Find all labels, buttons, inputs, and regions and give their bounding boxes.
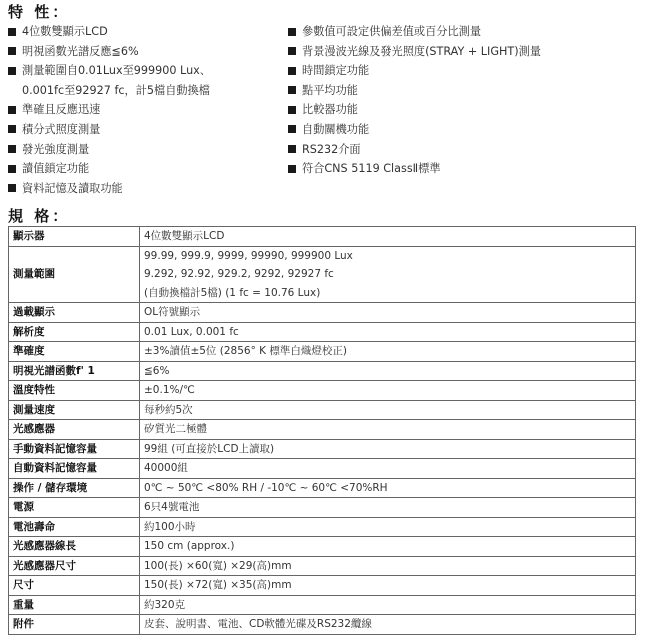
spec-value-line: 每秒約5次 (144, 403, 193, 416)
square-bullet-icon (288, 145, 296, 153)
spec-row (9, 361, 636, 381)
spec-value-line: 皮套、說明書、電池、CD軟體光碟及RS232纜線 (144, 618, 372, 630)
feature-item (288, 140, 638, 160)
feature-text: 點平均功能 (302, 83, 358, 97)
spec-value (140, 439, 636, 459)
feature-text: 符合CNS 5119 ClassⅡ標準 (302, 162, 441, 176)
spec-label: 溫度特性 (9, 381, 140, 401)
spec-value (140, 246, 636, 303)
spec-label: 測量速度 (9, 400, 140, 420)
spec-row (9, 576, 636, 596)
spec-value (140, 361, 636, 381)
spec-label: 顯示器 (9, 227, 140, 247)
feature-text: 資料記憶及讀取功能 (22, 181, 123, 195)
spec-value (140, 576, 636, 596)
square-bullet-icon (8, 125, 16, 133)
spec-value-line: 約100小時 (144, 520, 196, 533)
feature-text: 背景漫波光線及發光照度(STRAY + LIGHT)測量 (302, 44, 541, 58)
feature-text: 4位數雙顯示LCD (22, 25, 108, 38)
spec-row (9, 342, 636, 362)
spec-label: 準確度 (9, 342, 140, 362)
spec-value (140, 381, 636, 401)
specifications-table (8, 226, 636, 635)
feature-item (288, 81, 638, 101)
spec-label: 測量範圍 (9, 246, 140, 303)
feature-text: 0.001fc至92927 fc，計5檔自動換檔 (22, 83, 210, 97)
spec-value (140, 227, 636, 247)
spec-row (9, 400, 636, 420)
feature-text: 參數值可設定供偏差值或百分比測量 (302, 25, 482, 38)
square-bullet-icon (288, 28, 296, 36)
feature-item (288, 100, 638, 120)
feature-text: 比較器功能 (302, 103, 358, 117)
spec-value (140, 303, 636, 323)
spec-row (9, 478, 636, 498)
spec-row (9, 322, 636, 342)
square-bullet-icon (8, 47, 16, 55)
feature-item (288, 159, 638, 179)
spec-value (140, 517, 636, 537)
spec-label: 光感應器線長 (9, 537, 140, 557)
spec-value-line: 6只4號電池 (144, 501, 200, 513)
spec-row (9, 420, 636, 440)
spec-row (9, 615, 636, 635)
spec-label: 尺寸 (9, 576, 140, 596)
spec-row (9, 595, 636, 615)
feature-item (8, 159, 280, 179)
spec-value-line: 9.292, 92.92, 929.2, 9292, 92927 fc (144, 268, 334, 280)
square-bullet-icon (8, 67, 16, 75)
spec-value (140, 342, 636, 362)
feature-item (8, 140, 280, 160)
spec-label: 電池壽命 (9, 517, 140, 537)
spec-value (140, 537, 636, 557)
spec-value (140, 322, 636, 342)
feature-item (8, 179, 280, 199)
spec-row (9, 227, 636, 247)
spec-label: 明視光譜函數f' 1 (9, 361, 140, 381)
feature-text: RS232介面 (302, 142, 361, 156)
feature-item (8, 61, 280, 81)
spec-label: 光感應器尺寸 (9, 556, 140, 576)
spec-value-line: 4位數雙顯示LCD (144, 230, 225, 242)
spec-value (140, 459, 636, 479)
spec-row (9, 517, 636, 537)
feature-text: 發光強度測量 (22, 142, 90, 156)
feature-text: 積分式照度測量 (22, 122, 101, 136)
square-bullet-icon (8, 28, 16, 36)
spec-value-line: 約320克 (144, 598, 186, 611)
square-bullet-icon (8, 145, 16, 153)
spec-row (9, 303, 636, 323)
spec-label: 手動資料記憶容量 (9, 439, 140, 459)
spec-row (9, 498, 636, 518)
spec-label: 光感應器 (9, 420, 140, 440)
feature-item (288, 42, 638, 62)
feature-text: 讀值鎖定功能 (22, 162, 90, 176)
spec-label: 附件 (9, 615, 140, 635)
spec-value-line: (自動換檔計5檔) (1 fc = 10.76 Lux) (144, 286, 321, 299)
spec-label: 解析度 (9, 322, 140, 342)
feature-item (8, 120, 280, 140)
feature-item (8, 22, 280, 42)
feature-item (8, 42, 280, 62)
spec-value-line: ±0.1%/℃ (144, 384, 195, 396)
spec-value (140, 478, 636, 498)
feature-item (8, 81, 280, 101)
feature-item (288, 22, 638, 42)
spec-value (140, 498, 636, 518)
spec-row (9, 556, 636, 576)
spec-value-line: 0℃ ~ 50℃ <80% RH / -10℃ ~ 60℃ <70%RH (144, 481, 388, 494)
spec-value-line: 0.01 Lux, 0.001 fc (144, 325, 239, 338)
spec-row (9, 439, 636, 459)
features-heading: 特 性： (8, 3, 71, 21)
spec-value-line: ≦6% (144, 364, 170, 377)
spec-label: 重量 (9, 595, 140, 615)
spec-value-line: 150 cm (approx.) (144, 540, 235, 552)
feature-item (288, 120, 638, 140)
specs-heading: 規 格： (8, 207, 71, 225)
square-bullet-icon (288, 165, 296, 173)
spec-label: 自動資料記憶容量 (9, 459, 140, 479)
feature-text: 準確且反應迅速 (22, 103, 101, 117)
feature-text: 明視函數光譜反應≦6% (22, 44, 139, 58)
spec-row (9, 537, 636, 557)
square-bullet-icon (288, 86, 296, 94)
spec-value (140, 615, 636, 635)
square-bullet-icon (8, 184, 16, 192)
spec-value-line: 99.99, 999.9, 9999, 99990, 999900 Lux (144, 249, 353, 262)
spec-value-line: ±3%讀值±5位 (2856° K 標準白熾燈校正) (144, 345, 347, 357)
spec-value-line: 99組 (可直接於LCD上讀取) (144, 442, 275, 455)
feature-item (8, 100, 280, 120)
feature-text: 測量範圍自0.01Lux至999900 Lux、 (22, 64, 211, 78)
feature-item (288, 61, 638, 81)
spec-label: 電源 (9, 498, 140, 518)
square-bullet-icon (8, 165, 16, 173)
spec-value-line: 矽質光二極體 (144, 423, 207, 435)
spec-label: 操作 / 儲存環境 (9, 478, 140, 498)
spec-value-line: 100(長) ×60(寬) ×29(高)mm (144, 559, 292, 572)
square-bullet-icon (288, 106, 296, 114)
square-bullet-icon (8, 106, 16, 114)
features-right-column (288, 22, 638, 179)
feature-text: 時間鎖定功能 (302, 64, 370, 78)
feature-text: 自動關機功能 (302, 122, 370, 136)
square-bullet-icon (288, 67, 296, 75)
spec-value (140, 400, 636, 420)
spec-value-line: OL符號顯示 (144, 306, 201, 318)
features-left-column (8, 22, 280, 198)
spec-value (140, 556, 636, 576)
spec-value-line: 150(長) ×72(寬) ×35(高)mm (144, 579, 292, 591)
spec-label: 過載顯示 (9, 303, 140, 323)
spec-value (140, 595, 636, 615)
spec-value (140, 420, 636, 440)
spec-row (9, 459, 636, 479)
spec-row (9, 381, 636, 401)
square-bullet-icon (288, 125, 296, 133)
spec-row (9, 246, 636, 303)
square-bullet-icon (288, 47, 296, 55)
spec-value-line: 40000組 (144, 462, 188, 474)
